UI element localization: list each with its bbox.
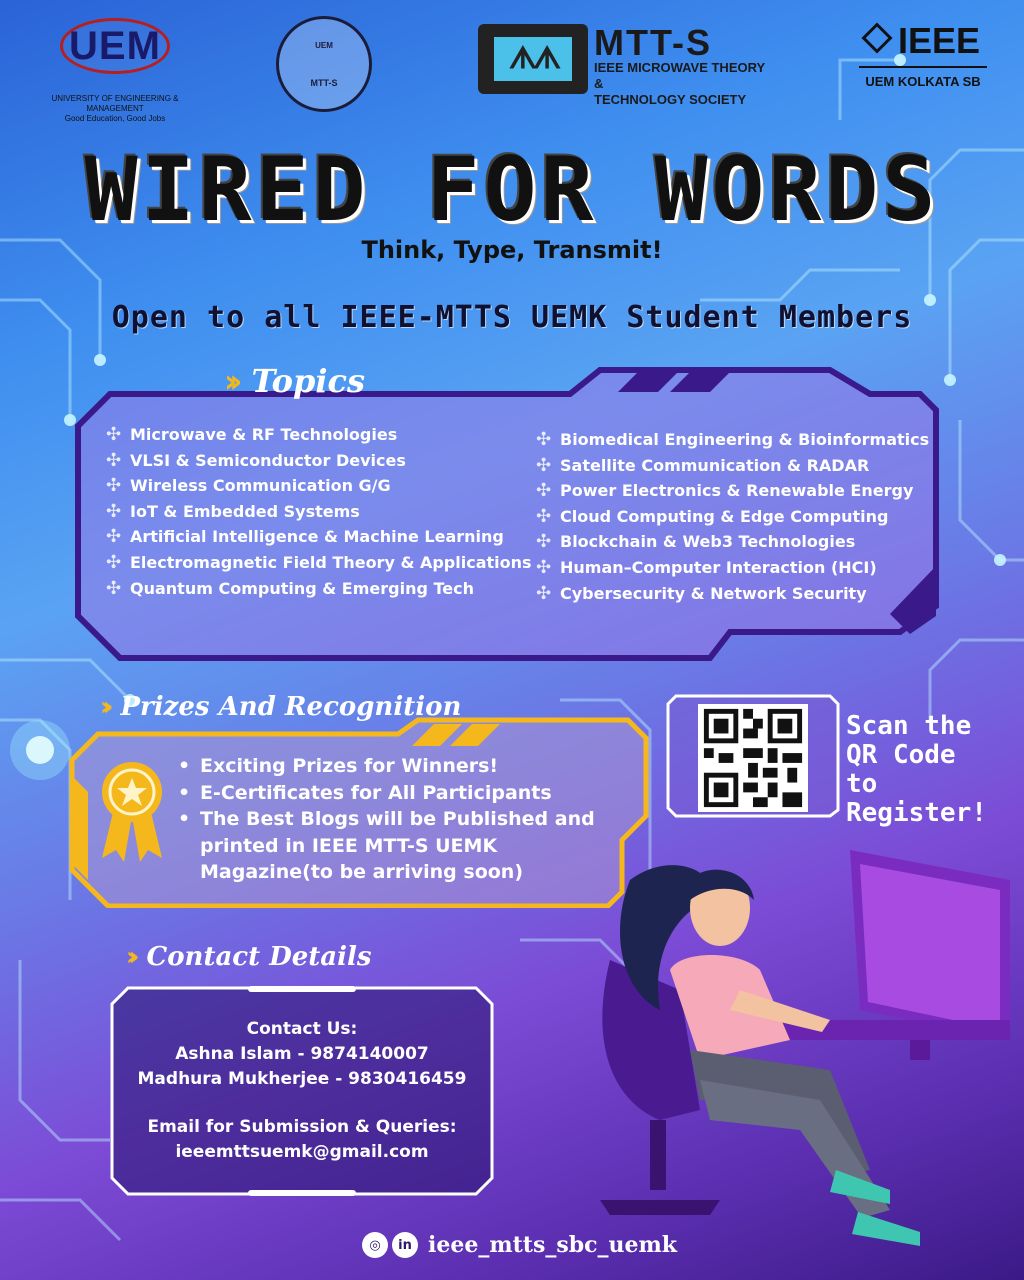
- topic-item: ✣ Electromagnetic Field Theory & Applications: [106, 550, 532, 576]
- topics-list-left: [106, 422, 532, 601]
- topic-item: ✣ Biomedical Engineering & Bioinformatics: [536, 427, 929, 453]
- sparkle-icon: ✣: [536, 429, 552, 450]
- topic-item: ✣ Human–Computer Interaction (HCI): [536, 555, 929, 581]
- sparkle-icon: ✣: [536, 582, 552, 604]
- email-label: Email for Submission & Queries:: [147, 1117, 457, 1137]
- ieee-logo-text: IEEE: [897, 20, 981, 61]
- topics-heading-text: Topics: [251, 362, 366, 400]
- contact-label: Contact Us:: [246, 1019, 358, 1039]
- topic-item: ✣ Quantum Computing & Emerging Tech: [106, 576, 532, 602]
- contact-person-1[interactable]: Ashna Islam - 9874140007: [175, 1044, 429, 1064]
- topic-item: ✣ Blockchain & Web3 Technologies: [536, 529, 929, 555]
- sparkle-icon: ✣: [536, 480, 552, 502]
- sparkle-icon: ✣: [106, 424, 122, 445]
- sparkle-icon: ✣: [106, 500, 122, 522]
- topics-heading: [224, 362, 365, 400]
- qr-code[interactable]: [698, 704, 808, 812]
- scan-to-register-text: Scan the QR Code to Register!: [846, 711, 987, 828]
- ieee-chapter: UEM KOLKATA SB: [865, 74, 981, 89]
- mtts-subtitle-line-2: TECHNOLOGY SOCIETY: [594, 92, 747, 107]
- sparkle-icon: ✣: [536, 454, 552, 476]
- sparkle-icon: ✣: [536, 556, 552, 578]
- topic-item: ✣ Artificial Intelligence & Machine Learning: [106, 524, 532, 550]
- ieee-diamond-icon: [861, 22, 892, 53]
- prize-item: • The Best Blogs will be Published and printed in IEEE MTT-S UEMK Magazine(to be arriving soon): [178, 806, 598, 886]
- mtts-subtitle-line-1: IEEE MICROWAVE THEORY &: [594, 60, 765, 91]
- topic-item: ✣ IoT & Embedded Systems: [106, 499, 532, 525]
- prizes-list: [178, 753, 598, 886]
- ieee-logo: [856, 20, 990, 100]
- mtts-subtitle: [594, 60, 768, 108]
- linkedin-icon[interactable]: in: [392, 1232, 418, 1258]
- sparkle-icon: ✣: [106, 577, 122, 599]
- award-ribbon-icon: [96, 758, 168, 868]
- topic-item: ✣ VLSI & Semiconductor Devices: [106, 448, 532, 474]
- sparkle-icon: ✣: [536, 531, 552, 553]
- uem-logo-text: UEM: [69, 23, 161, 68]
- mtts-badge-logo: [276, 16, 372, 112]
- chevron-right-icon: ››: [100, 692, 106, 722]
- contact-details: [108, 1017, 496, 1165]
- eligibility-banner: Open to all IEEE-MTTS UEMK Student Members: [111, 300, 913, 335]
- uem-logo: [40, 18, 190, 123]
- topic-item: ✣ Cybersecurity & Network Security: [536, 581, 929, 607]
- sparkle-icon: ✣: [106, 551, 122, 573]
- sparkle-icon: ✣: [106, 475, 122, 497]
- chevron-right-icon: ››: [224, 362, 235, 400]
- prize-item: • E-Certificates for All Participants: [178, 780, 598, 807]
- topic-item: ✣ Cloud Computing & Edge Computing: [536, 504, 929, 530]
- sparkle-icon: ✣: [536, 505, 552, 527]
- chevron-right-icon: ››: [126, 942, 132, 972]
- badge-top-text: UEM: [315, 40, 333, 50]
- mtts-emblem: ᗑᗑ: [478, 24, 588, 94]
- topic-item: ✣ Satellite Communication & RADAR: [536, 453, 929, 479]
- contact-person-2[interactable]: Madhura Mukherjee - 9830416459: [137, 1069, 467, 1089]
- sparkle-icon: ✣: [106, 526, 122, 548]
- event-tagline: Think, Type, Transmit!: [361, 236, 663, 264]
- topics-list-right: [536, 427, 929, 606]
- uem-logo-caption: UNIVERSITY OF ENGINEERING & MANAGEMENT: [51, 94, 179, 113]
- woman-at-computer-illustration: [590, 840, 1020, 1280]
- topic-item: ✣ Wireless Communication G/G: [106, 473, 532, 499]
- contact-heading-text: Contact Details: [146, 942, 372, 972]
- topic-item: ✣ Microwave & RF Technologies: [106, 422, 532, 448]
- uem-logo-slogan: Good Education, Good Jobs: [64, 114, 166, 123]
- topic-item: ✣ Power Electronics & Renewable Energy: [536, 478, 929, 504]
- email-link[interactable]: ieeemttsuemk@gmail.com: [175, 1142, 429, 1162]
- sparkle-icon: ✣: [106, 449, 122, 471]
- instagram-icon[interactable]: ◎: [362, 1232, 388, 1258]
- event-title: WIRED FOR WORDS: [84, 138, 940, 241]
- social-handle[interactable]: ieee_mtts_sbc_uemk: [428, 1232, 678, 1258]
- badge-mid-text: MTT-S: [310, 77, 338, 88]
- mtts-logo: [478, 22, 768, 107]
- prizes-heading-text: Prizes And Recognition: [120, 692, 462, 722]
- prize-item: • Exciting Prizes for Winners!: [178, 753, 598, 780]
- mtts-title: MTT-S: [594, 22, 712, 63]
- contact-heading: [126, 942, 372, 972]
